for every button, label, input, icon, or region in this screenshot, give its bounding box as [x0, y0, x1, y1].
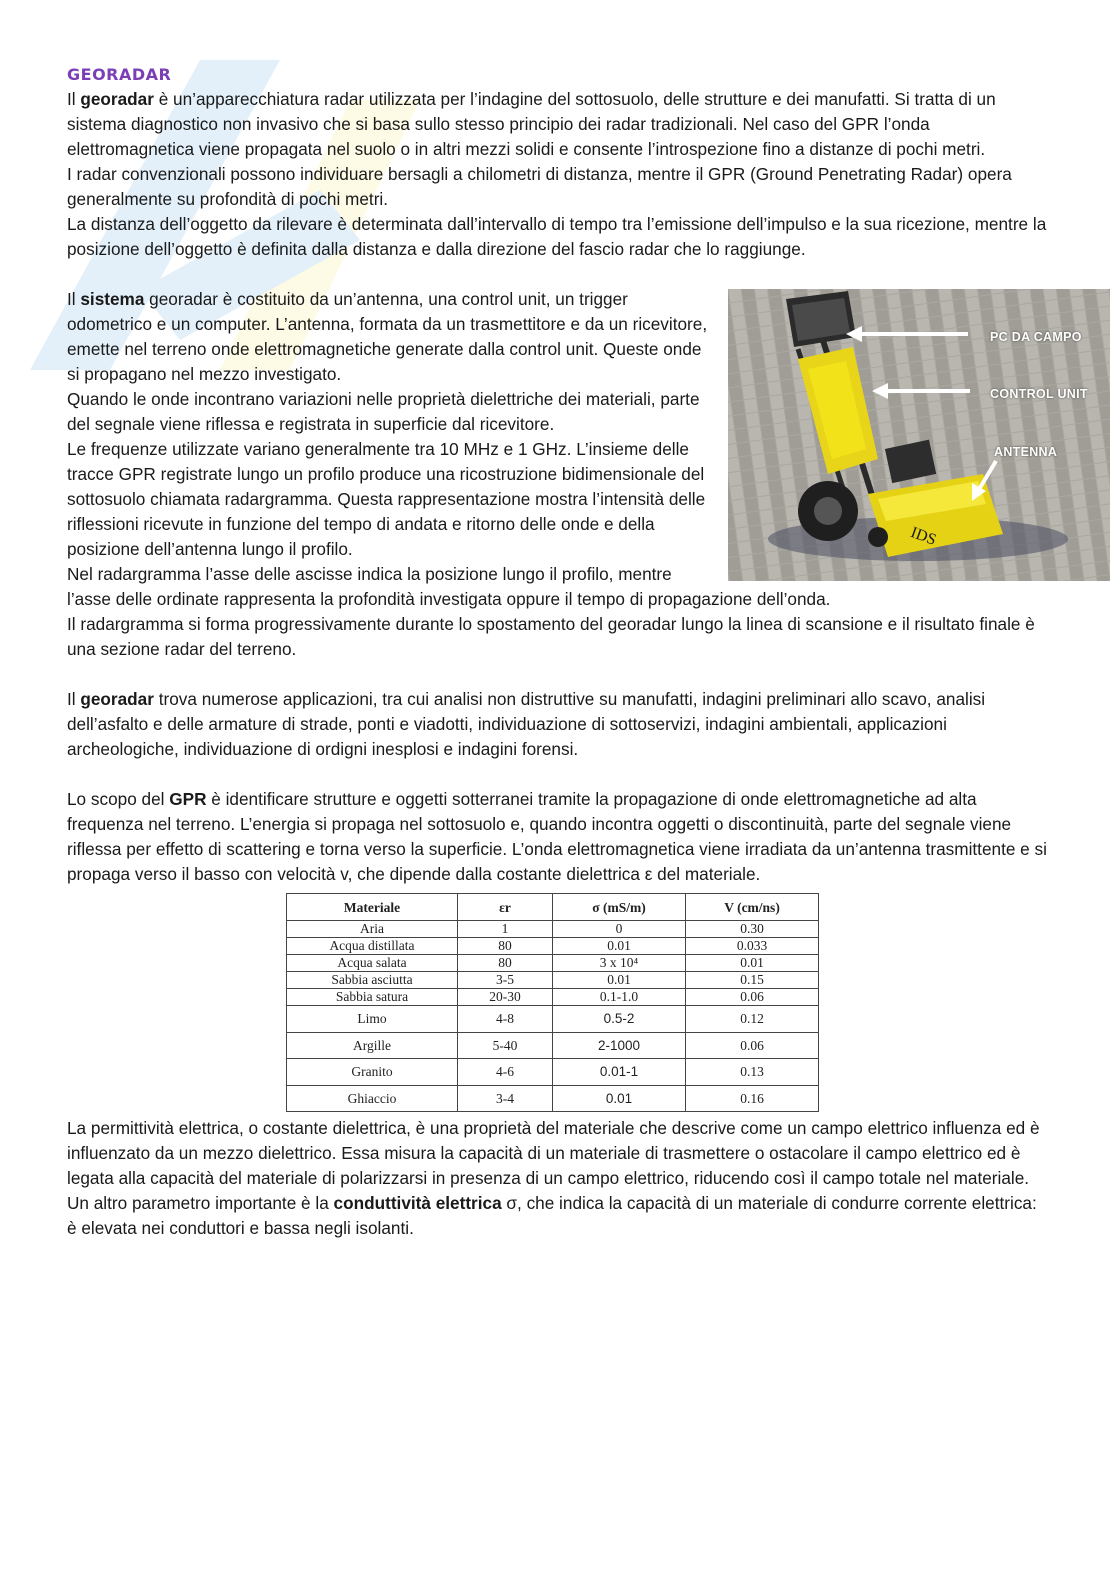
device-brand-label: IDS [908, 524, 939, 549]
paragraph-reflection: Quando le onde incontrano variazioni nelle proprietà dielettriche dei materiali, parte del segnale viene riflessa e registrata in superficie dal ricevitore. [67, 389, 700, 434]
paragraph-applications: Il georadar trova numerose applicazioni, tra cui analisi non distruttive su manufatti, indagini preliminari allo scavo, analisi dell’asfalto e delle armature di strade, ponti e viadotti, individuazione di sottoservizi, indagini ambientali, applicazioni archeologiche, individuazione di ordigni inesplosi e indagini forensi. [67, 689, 986, 759]
document-body [67, 62, 1088, 1241]
materials-table [286, 893, 819, 1112]
label-pc-da-campo: PC DA CAMPO [990, 330, 1082, 344]
section-heading: GEORADAR [67, 65, 172, 84]
keyword-conduttivita-elettrica: conduttività elettrica [333, 1193, 502, 1213]
keyword-georadar-2: georadar [80, 689, 154, 709]
table-row: Limo 4-8 0.5-2 0.12 [287, 1006, 819, 1033]
system-section [67, 287, 1088, 662]
keyword-sistema: sistema [80, 289, 145, 309]
header-epsilon: εr [458, 894, 553, 921]
header-sigma: σ (mS/m) [553, 894, 686, 921]
paragraph-frequencies: Le frequenze utilizzate variano generalmente tra 10 MHz e 1 GHz. L’insieme delle tracce GPR registrate lungo un profilo produce una ricostruzione bidimensionale del sottosuolo chiamata radargramma. Questa rappresentazione mostra l’intensità delle riflessioni ricevute in funzione del tempo di andata e ritorno delle onde e della posizione dell’antenna lungo il profilo. [67, 439, 706, 559]
paragraph-gpr-scope: Lo scopo del GPR è identificare strutture e oggetti sotterranei tramite la propagazione di onde elettromagnetiche ad alta frequenza nel terreno. L’energia si propaga nel sottosuolo e, quando incontra oggetti o discontinuità, parte del segnale viene riflessa per effetto di scattering e torna verso la superficie. L’onda elettromagnetica viene irradiata da un’antenna trasmittente e si propaga verso il basso con velocità v, che dipende dalla costante dielettrica ε del materiale. [67, 789, 1047, 884]
paragraph-distance: La distanza dell’oggetto da rilevare è determinata dall’intervallo di tempo tra l’emissione dell’impulso e la sua ricezione, mentre la posizione dell’oggetto è definita dalla distanza e dalla direzione del fascio radar che lo raggiunge. [67, 214, 1047, 259]
table-row: Sabbia asciutta 3-5 0.01 0.15 [287, 972, 819, 989]
paragraph-intro: Il georadar è un’apparecchiatura radar utilizzata per l’indagine del sottosuolo, delle strutture e dei manufatti. Si tratta di un sistema diagnostico non invasivo che si basa sullo stesso principio dei radar tradizionali. Nel caso del GPR l’onda elettromagnetica viene propagata nel suolo o in altri mezzi solidi e consente l’introspezione fino a distanze di pochi metri. [67, 89, 996, 159]
materials-table-container [67, 893, 1049, 1112]
keyword-gpr: GPR [169, 789, 207, 809]
paragraph-radar-comparison: I radar convenzionali possono individuare bersagli a chilometri di distanza, mentre il GPR (Ground Penetrating Radar) opera generalmente su profondità di pochi metri. [67, 164, 1012, 209]
paragraph-radargram-axes: Nel radargramma l’asse delle ascisse indica la posizione lungo il profilo, mentre l’asse delle ordinate rappresenta la profondità investigata oppure il tempo di propagazione dell’onda. [67, 564, 831, 609]
keyword-georadar: georadar [80, 89, 154, 109]
table-row: Granito 4-6 0.01-1 0.13 [287, 1059, 819, 1086]
georadar-photo [728, 289, 1110, 581]
table-row: Aria 1 0 0.30 [287, 921, 819, 938]
paragraph-system: Il sistema georadar è costituito da un’antenna, una control unit, un trigger odometrico e un computer. L’antenna, formata da un trasmettitore e da un ricevitore, emette nel terreno onde elettromagnetiche generate dalla control unit. Queste onde si propagano nel mezzo investigato. [67, 289, 708, 384]
header-velocity: V (cm/ns) [686, 894, 819, 921]
table-row: Acqua salata 80 3 x 10⁴ 0.01 [287, 955, 819, 972]
header-materiale: Materiale [287, 894, 458, 921]
table-header-row [287, 894, 819, 921]
label-control-unit: CONTROL UNIT [990, 387, 1088, 401]
table-row: Ghiaccio 3-4 0.01 0.16 [287, 1085, 819, 1112]
paragraph-permittivity: La permittività elettrica, o costante dielettrica, è una proprietà del materiale che descrive come un campo elettrico influenza ed è influenzato da un mezzo dielettrico. Essa misura la capacità di un materiale di trasmettere o ostacolare il campo elettrico ed è legata alla capacità del materiale di polarizzarsi in presenza di un campo elettrico, riducendo così il campo totale nel materiale. Un altro parametro importante è la conduttività elettrica σ, che indica la capacità di un materiale di condurre corrente elettrica: è elevata nei conduttori e bassa negli isolanti. [67, 1118, 1040, 1238]
paragraph-radargram-formation: Il radargramma si forma progressivamente durante lo spostamento del georadar lungo la linea di scansione e il risultato finale è una sezione radar del terreno. [67, 614, 1035, 659]
label-antenna: ANTENNA [994, 445, 1058, 459]
table-row: Argille 5-40 2-1000 0.06 [287, 1032, 819, 1059]
table-row: Acqua distillata 80 0.01 0.033 [287, 938, 819, 955]
table-row: Sabbia satura 20-30 0.1-1.0 0.06 [287, 989, 819, 1006]
